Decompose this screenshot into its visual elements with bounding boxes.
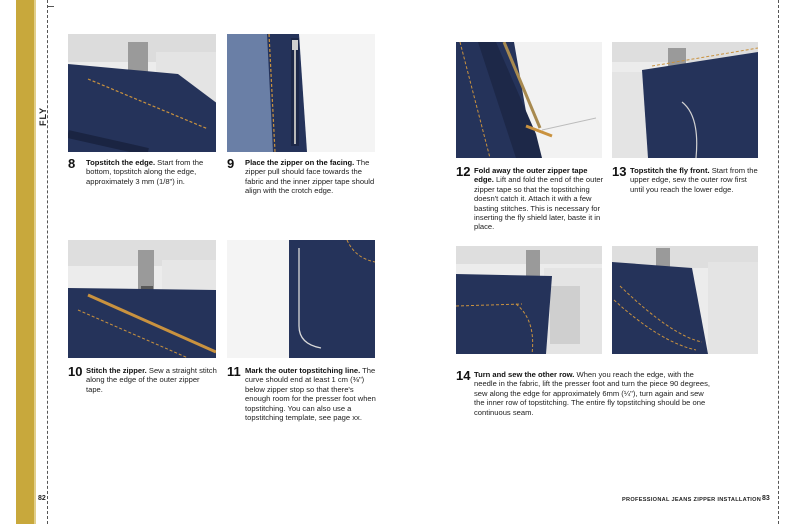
photo-step-12 xyxy=(456,42,602,158)
running-head: PROFESSIONAL JEANS ZIPPER INSTALLATION xyxy=(622,497,762,503)
step-9 xyxy=(227,158,377,196)
step-text xyxy=(245,158,377,196)
step-number: 11 xyxy=(227,364,241,379)
step-description: Start from the upper edge, sew the outer row first until you reach the lower edge. xyxy=(630,166,758,194)
section-color-bar-edge xyxy=(34,0,36,524)
step-heading: Topstitch the edge. xyxy=(86,158,156,167)
step-heading: Topstitch the fly front. xyxy=(630,166,710,175)
section-color-bar xyxy=(16,0,34,524)
photo-step-13 xyxy=(612,42,758,158)
step-number: 10 xyxy=(68,364,83,379)
step-heading: Fold away the outer zipper tape edge. xyxy=(474,166,588,185)
step-13 xyxy=(612,166,760,194)
step-description: Start from the bottom, topstitch along the edge, approximately 3 mm (1/8") in. xyxy=(86,158,204,186)
photo-step-10 xyxy=(68,240,216,358)
photo-step-11 xyxy=(227,240,375,358)
crop-line-left xyxy=(47,0,48,524)
step-11 xyxy=(227,366,377,422)
step-number: 8 xyxy=(68,156,76,171)
photo-step-8 xyxy=(68,34,216,152)
page-number-left: 82 xyxy=(38,495,46,502)
photo-step-14-a xyxy=(456,246,602,354)
step-text xyxy=(86,158,218,186)
step-text xyxy=(245,366,377,422)
step-number: 14 xyxy=(456,368,471,383)
step-text xyxy=(474,370,714,417)
step-description: When you reach the edge, with the needle in the fabric, lift the presser foot and turn the piece 90 degrees, sew along the edge for approximately 6mm (¼"), turn again and sew the inner row of topstitching. The entire fly topstitching should be one continuous seam. xyxy=(474,370,710,417)
step-text xyxy=(630,166,760,194)
step-description: The curve should end at least 1 cm (⅜") below zipper stop so that there's enough room for the presser foot when topstitching. You can also use a topstitching template, see page xx. xyxy=(245,366,376,423)
step-description: Lift and fold the end of the outer zipper tape so that the topstitching doesn't catch it. Attach it with a few basting stitches. This is necessary for inserting the fly shield later, baste it in place. xyxy=(474,175,604,232)
crop-mark-top xyxy=(48,6,54,7)
step-number: 13 xyxy=(612,164,627,179)
photo-step-14-b xyxy=(612,246,758,354)
step-10 xyxy=(68,366,218,394)
step-number: 9 xyxy=(227,156,235,171)
step-heading: Mark the outer topstitching line. xyxy=(245,366,361,375)
step-text xyxy=(474,166,604,232)
step-description: The zipper pull should face towards the fabric and the inner zipper tape should align with the crotch edge. xyxy=(245,158,375,196)
photo-step-9 xyxy=(227,34,375,152)
step-14 xyxy=(456,370,714,417)
step-heading: Place the zipper on the facing. xyxy=(245,158,355,167)
step-heading: Stitch the zipper. xyxy=(86,366,147,375)
page-number-right: 83 xyxy=(762,495,770,502)
step-description: Sew a straight stitch along the edge of the outer zipper tape. xyxy=(86,366,217,394)
step-number: 12 xyxy=(456,164,471,179)
crop-line-right xyxy=(778,0,779,524)
section-tab-label: FLY xyxy=(38,106,48,126)
step-12 xyxy=(456,166,604,232)
step-8 xyxy=(68,158,218,186)
step-heading: Turn and sew the other row. xyxy=(474,370,575,379)
step-text xyxy=(86,366,218,394)
